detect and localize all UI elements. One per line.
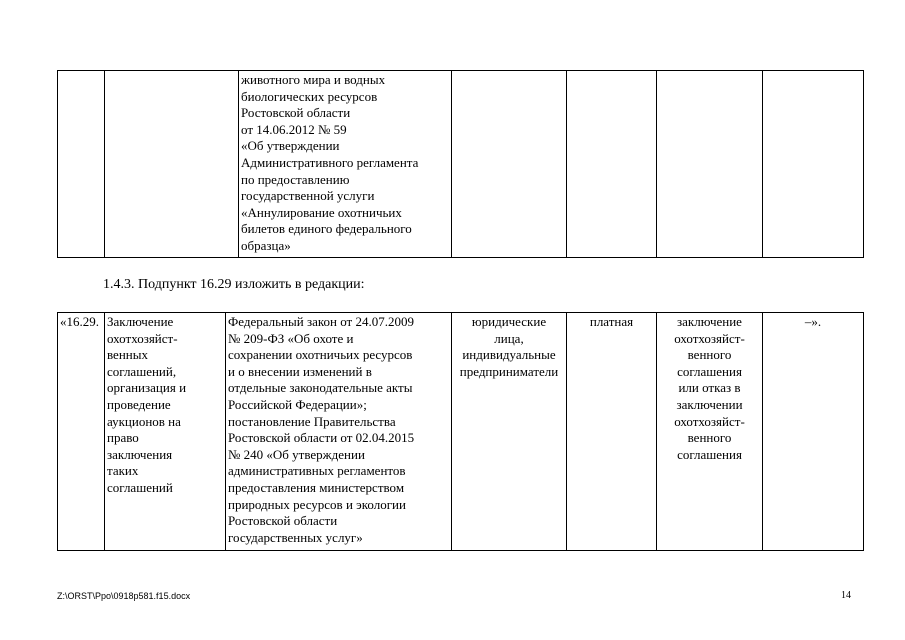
cell-service-name: [105, 71, 239, 258]
amendment-paragraph: 1.4.3. Подпункт 16.29 изложить в редакции:: [103, 277, 365, 292]
cell-recipients: [452, 71, 567, 258]
page-number: 14: [841, 590, 851, 601]
cell-payment: платная: [567, 313, 657, 551]
cell-legal-basis: животного мира и водных биологических ресурсов Ростовской области от 14.06.2012 № 59 «Об утверждении Административного регламента по предоставлению государственной услуги «Аннулирование охотничьих билетов единого федерального образца»: [239, 71, 452, 258]
cell-number: [58, 71, 105, 258]
cell-extra: [763, 71, 864, 258]
cell-result: [657, 71, 763, 258]
cell-service-name: Заключение охотхозяйст- венных соглашений, организация и проведение аукционов на право заключения таких соглашений: [105, 313, 226, 551]
table-continuation: [57, 70, 864, 258]
cell-number: «16.29.: [58, 313, 105, 551]
cell-extra: –».: [763, 313, 864, 551]
table-amendment: [57, 312, 864, 551]
cell-result: заключение охотхозяйст- венного соглашения или отказ в заключении охотхозяйст- венного соглашения: [657, 313, 763, 551]
table-row: [58, 313, 864, 551]
footer-file-path: Z:\ORST\Ppo\0918p581.f15.docx: [57, 591, 191, 601]
cell-legal-basis: Федеральный закон от 24.07.2009 № 209-ФЗ «Об охоте и сохранении охотничьих ресурсов и о внесении изменений в отдельные законодательные акты Российской Федерации»; постановление Правительства Ростовской области от 02.04.2015 № 240 «Об утверждении административных регламентов предоставления министерством природных ресурсов и экологии Ростовской области государственных услуг»: [226, 313, 452, 551]
cell-payment: [567, 71, 657, 258]
table-row: [58, 71, 864, 258]
cell-recipients: юридические лица, индивидуальные предприниматели: [452, 313, 567, 551]
